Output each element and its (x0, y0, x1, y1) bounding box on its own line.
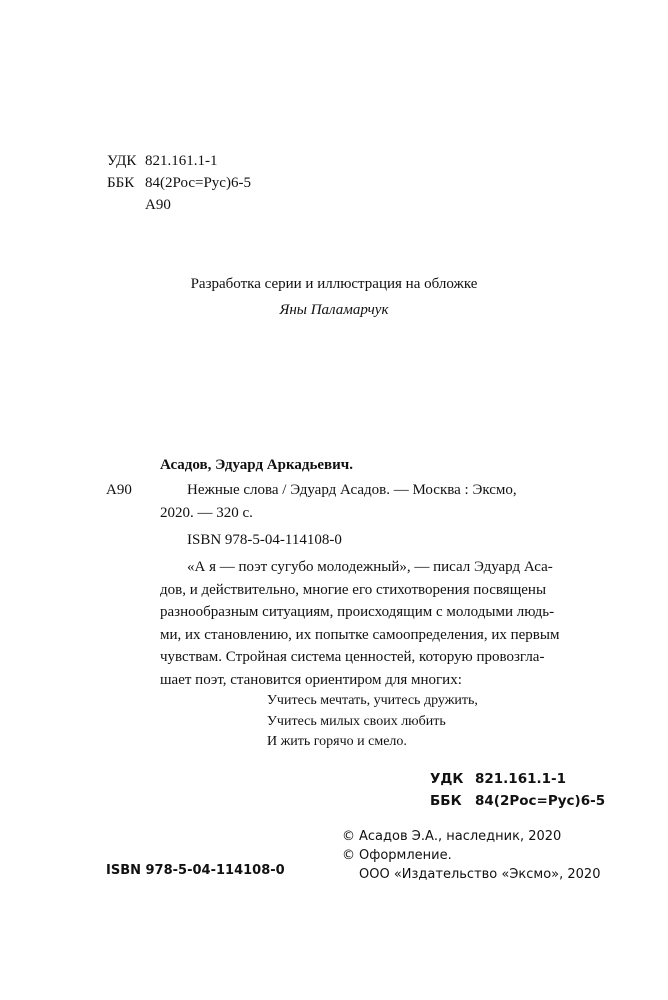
entry-title-line2: 2020. — 320 с. (160, 505, 253, 521)
copyright-line (342, 865, 600, 884)
classification-bottom (430, 768, 605, 812)
annotation-line: разнообразным ситуациям, происходящим с молодыми людь- (160, 604, 555, 620)
bbk-value: 84(2Рос=Рус)6-5 (145, 175, 251, 191)
copyright-line (342, 827, 600, 846)
bbk-row (107, 172, 251, 194)
udk-label: УДК (107, 153, 137, 169)
annotation-line: ми, их становлению, их попытке самоопределения, их первым (160, 626, 560, 643)
verse-line: И жить горячо и смело. (267, 734, 407, 749)
annotation (160, 556, 600, 691)
copyright-icon: © (342, 848, 355, 863)
author-mark: А90 (145, 197, 171, 213)
annotation-line: «А я — поэт сугубо молодежный», — писал Эдуард Аса- (187, 559, 553, 575)
footer-isbn: ISBN 978-5-04-114108-0 (106, 863, 285, 878)
bbk-row-bottom (430, 790, 605, 812)
entry-title-line1: Нежные слова / Эдуард Асадов. — Москва : Эксмо, (187, 482, 517, 498)
copyright-line (342, 846, 600, 865)
copyright-text: Асадов Э.А., наследник, 2020 (359, 829, 562, 844)
annotation-line: дов, и действительно, многие его стихотворения посвящены (160, 581, 547, 598)
udk-value-bottom: 821.161.1-1 (475, 771, 567, 787)
copyright-text: Оформление. (359, 848, 452, 863)
entry-author-mark: А90 (106, 482, 132, 498)
annotation-line: шает поэт, становится ориентиром для многих: (160, 671, 462, 688)
udk-row (107, 150, 251, 172)
copyright-text: ООО «Издательство «Эксмо», 2020 (359, 867, 601, 882)
copyright-icon: © (342, 829, 355, 844)
copyright-block (342, 827, 600, 884)
illustrator-name: Яны Паламарчук (279, 302, 389, 318)
udk-row-bottom (430, 768, 605, 790)
annotation-line: чувствам. Стройная система ценностей, которую провозгла- (160, 649, 545, 665)
bbk-value-bottom: 84(2Рос=Рус)6-5 (475, 793, 606, 809)
entry-author: Асадов, Эдуард Аркадьевич. (160, 457, 354, 473)
bbk-label: ББК (107, 175, 135, 191)
entry-isbn: ISBN 978-5-04-114108-0 (187, 532, 342, 548)
verse (267, 691, 478, 753)
verse-line: Учитесь мечтать, учитесь дружить, (267, 693, 478, 708)
udk-label-bottom: УДК (430, 771, 464, 787)
series-credit-line: Разработка серии и иллюстрация на обложке (190, 276, 478, 292)
verse-line: Учитесь милых своих любить (267, 713, 446, 729)
udk-value: 821.161.1-1 (145, 153, 218, 169)
bbk-label-bottom: ББК (430, 793, 462, 809)
classification-top (107, 150, 251, 216)
